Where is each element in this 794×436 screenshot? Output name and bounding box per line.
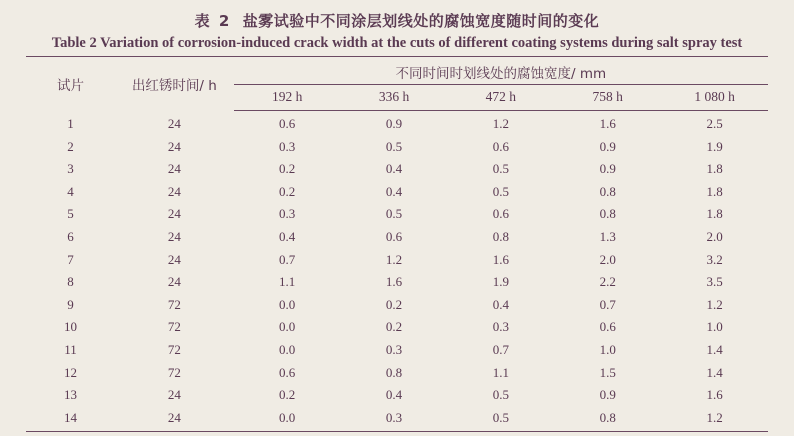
header-time-1080h: 1 080 h	[661, 85, 768, 111]
table-row	[26, 316, 768, 339]
cell-758h: 1.5	[599, 364, 616, 380]
cell-red-rust-time: 72	[167, 364, 181, 380]
cell-192h: 0.7	[279, 251, 296, 267]
cell-472h: 0.5	[492, 161, 509, 177]
table-row	[26, 384, 768, 407]
cell-336h: 0.5	[385, 138, 403, 154]
table-row	[26, 271, 768, 294]
cell-192h: 0.0	[279, 409, 296, 425]
table-row	[26, 135, 768, 158]
cell-192h: 0.4	[279, 228, 296, 244]
cell-specimen: 8	[67, 274, 74, 290]
cell-1080h: 3.2	[706, 251, 723, 267]
cell-758h: 0.9	[599, 138, 616, 154]
header-time-336h: 336 h	[341, 85, 448, 111]
cell-red-rust-time: 24	[167, 161, 181, 177]
cell-472h: 0.3	[492, 319, 509, 335]
cell-red-rust-time: 24	[167, 251, 181, 267]
cell-336h: 0.4	[385, 387, 403, 403]
table-row	[26, 226, 768, 249]
cell-specimen: 10	[64, 319, 78, 335]
cell-specimen: 11	[64, 341, 77, 357]
cell-red-rust-time: 24	[167, 274, 181, 290]
cell-336h: 0.6	[385, 228, 403, 244]
cell-336h: 0.2	[385, 296, 403, 312]
cell-1080h: 2.5	[706, 116, 723, 131]
cell-758h: 0.8	[599, 183, 616, 199]
cell-192h: 0.6	[279, 364, 296, 380]
cell-336h: 0.4	[385, 183, 403, 199]
cell-758h: 0.8	[599, 409, 616, 425]
cell-472h: 1.9	[492, 274, 509, 290]
cell-472h: 1.2	[492, 116, 509, 131]
cell-specimen: 7	[67, 251, 74, 267]
table-header	[26, 57, 768, 111]
cell-1080h: 1.0	[706, 319, 723, 335]
header-time-472h: 472 h	[447, 85, 554, 111]
cell-758h: 2.0	[599, 251, 616, 267]
cell-758h: 1.6	[599, 116, 616, 131]
cell-472h: 1.6	[492, 251, 509, 267]
cell-192h: 0.0	[279, 341, 296, 357]
table-title-chinese	[26, 10, 768, 31]
cell-336h: 0.3	[385, 409, 403, 425]
cell-1080h: 1.8	[706, 206, 723, 222]
cell-472h: 0.5	[492, 409, 509, 425]
table-row	[26, 406, 768, 429]
cell-472h: 0.5	[492, 387, 509, 403]
cell-specimen: 9	[67, 296, 74, 312]
cell-1080h: 3.5	[706, 274, 723, 290]
cell-specimen: 13	[64, 387, 78, 403]
cell-1080h: 1.8	[706, 161, 723, 177]
table-title-cn-text: 盐雾试验中不同涂层划线处的腐蚀宽度随时间的变化	[242, 12, 600, 30]
table-body	[26, 111, 768, 430]
cell-red-rust-time: 24	[167, 228, 181, 244]
cell-192h: 1.1	[279, 274, 296, 290]
cell-specimen: 12	[64, 364, 78, 380]
cell-758h: 0.7	[599, 296, 616, 312]
table-row	[26, 339, 768, 362]
cell-1080h: 1.4	[706, 341, 723, 357]
cell-192h: 0.2	[279, 161, 296, 177]
cell-336h: 0.5	[385, 206, 403, 222]
cell-192h: 0.3	[279, 206, 296, 222]
cell-758h: 2.2	[599, 274, 616, 290]
cell-472h: 0.6	[492, 138, 509, 154]
cell-336h: 0.9	[385, 116, 403, 131]
table-title-english: Table 2 Variation of corrosion-induced crack width at the cuts of different coating systems during salt spray test	[51, 35, 743, 51]
table-row	[26, 180, 768, 203]
cell-192h: 0.0	[279, 319, 296, 335]
cell-758h: 0.8	[599, 206, 616, 222]
table-number-cn: 表 2	[194, 12, 232, 30]
cell-red-rust-time: 72	[167, 341, 181, 357]
cell-192h: 0.0	[279, 296, 296, 312]
cell-336h: 1.2	[385, 251, 403, 267]
cell-336h: 0.2	[385, 319, 403, 335]
header-time-758h: 758 h	[554, 85, 661, 111]
header-time-192h: 192 h	[234, 85, 341, 111]
cell-192h: 0.2	[279, 183, 296, 199]
cell-specimen: 4	[67, 183, 74, 199]
cell-1080h: 1.2	[706, 409, 723, 425]
cell-336h: 1.6	[385, 274, 403, 290]
cell-1080h: 2.0	[706, 228, 723, 244]
cell-336h: 0.4	[385, 161, 403, 177]
cell-758h: 0.9	[599, 161, 616, 177]
cell-472h: 1.1	[492, 364, 509, 380]
cell-specimen: 1	[67, 115, 74, 131]
header-red-rust-time: 出红锈时间/ h	[115, 57, 234, 111]
cell-192h: 0.2	[279, 387, 296, 403]
cell-1080h: 1.4	[706, 364, 723, 380]
table-row	[26, 158, 768, 181]
cell-red-rust-time: 24	[167, 409, 181, 425]
cell-472h: 0.8	[492, 228, 509, 244]
cell-red-rust-time: 24	[167, 183, 181, 199]
table-row	[26, 111, 768, 136]
cell-472h: 0.7	[492, 341, 509, 357]
cell-758h: 0.6	[599, 319, 616, 335]
cell-1080h: 1.2	[706, 296, 723, 312]
cell-red-rust-time: 72	[167, 296, 181, 312]
cell-specimen: 5	[67, 206, 74, 222]
cell-336h: 0.8	[385, 364, 403, 380]
table-row	[26, 361, 768, 384]
table-row	[26, 203, 768, 226]
header-row-group	[26, 57, 768, 85]
header-specimen: 试片	[26, 57, 115, 111]
table-row	[26, 248, 768, 271]
corrosion-width-table	[26, 56, 768, 429]
cell-758h: 1.0	[599, 341, 616, 357]
cell-specimen: 14	[64, 409, 78, 425]
cell-red-rust-time: 24	[167, 387, 181, 403]
cell-specimen: 2	[67, 138, 74, 154]
cell-336h: 0.3	[385, 341, 403, 357]
cell-red-rust-time: 24	[167, 138, 181, 154]
header-corrosion-width-group: 不同时间时划线处的腐蚀宽度/ mm	[234, 57, 768, 85]
cell-red-rust-time: 24	[167, 206, 181, 222]
cell-red-rust-time: 72	[167, 319, 181, 335]
cell-472h: 0.4	[492, 296, 509, 312]
cell-192h: 0.3	[279, 138, 296, 154]
cell-472h: 0.6	[492, 206, 509, 222]
cell-758h: 1.3	[599, 228, 616, 244]
cell-red-rust-time: 24	[167, 115, 181, 131]
cell-472h: 0.5	[492, 183, 509, 199]
cell-specimen: 3	[67, 161, 74, 177]
cell-758h: 0.9	[599, 387, 616, 403]
cell-192h: 0.6	[279, 116, 296, 131]
cell-1080h: 1.8	[706, 183, 723, 199]
table-bottom-rule	[26, 431, 768, 432]
cell-specimen: 6	[67, 228, 74, 244]
table-row	[26, 293, 768, 316]
cell-1080h: 1.9	[706, 138, 723, 154]
cell-1080h: 1.6	[706, 387, 723, 403]
